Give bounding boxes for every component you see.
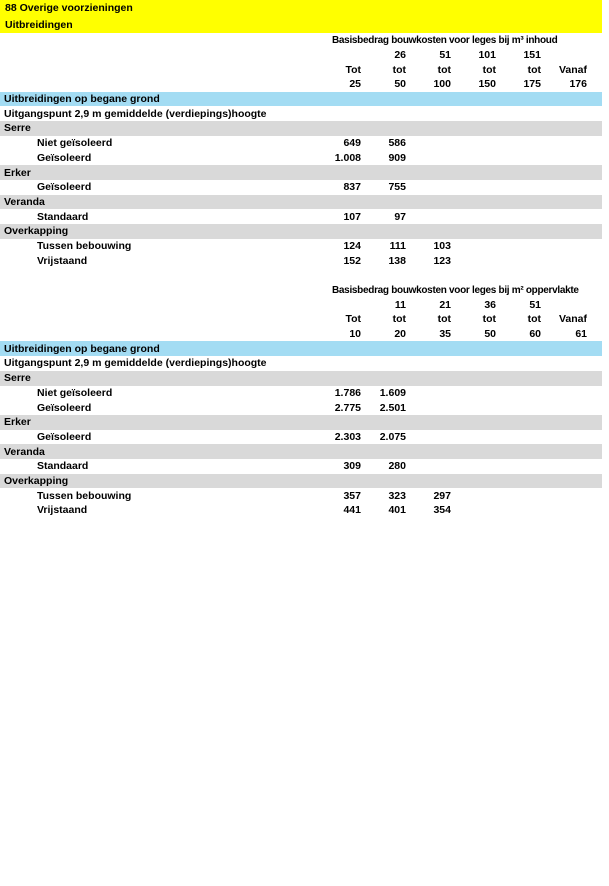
column-header-row [0, 48, 602, 63]
table-row [0, 209, 602, 224]
row-label: Vrijstaand [37, 254, 88, 267]
column-header: tot [482, 63, 496, 76]
column-header: 101 [478, 49, 496, 62]
column-header: Vanaf [558, 63, 587, 76]
row-label: Geïsoleerd [37, 151, 92, 164]
value-cell: 909 [388, 151, 406, 164]
value-cell: 111 [389, 239, 406, 252]
section-header-row [0, 92, 602, 107]
group-header: Erker [4, 166, 31, 179]
table-title-row [0, 33, 602, 48]
value-cell: 97 [394, 210, 406, 223]
row-label: Geïsoleerd [37, 401, 92, 414]
section-header: Uitbreidingen op begane grond [4, 93, 160, 106]
row-label: Standaard [37, 210, 89, 223]
column-header: 50 [484, 328, 496, 341]
table-title: Basisbedrag bouwkosten voor leges bij m² oppervlakte [332, 284, 579, 296]
value-cell: 441 [343, 504, 361, 517]
group-header: Serre [4, 372, 31, 385]
column-header: 20 [394, 328, 406, 341]
row-label: Vrijstaand [37, 504, 88, 517]
table-row [0, 400, 602, 415]
value-cell: 138 [388, 254, 406, 267]
section-header-row [0, 341, 602, 356]
column-header: tot [482, 313, 496, 326]
document-header-row-2 [0, 17, 602, 34]
value-cell: 2.303 [334, 430, 361, 443]
table-row [0, 488, 602, 503]
column-header-row [0, 77, 602, 92]
value-cell: 2.775 [334, 401, 361, 414]
value-cell: 649 [343, 137, 361, 150]
document-header-row-1 [0, 0, 602, 17]
table-row [0, 151, 602, 166]
value-cell: 755 [388, 181, 406, 194]
group-header-row [0, 121, 602, 136]
row-label: Geïsoleerd [37, 181, 92, 194]
column-header-row [0, 312, 602, 327]
value-cell: 323 [388, 489, 406, 502]
value-cell: 354 [433, 504, 451, 517]
table-row [0, 503, 602, 518]
column-header: 21 [439, 298, 451, 311]
group-header-row [0, 195, 602, 210]
document-subtitle: Uitbreidingen [5, 18, 73, 31]
value-cell: 1.786 [334, 386, 361, 399]
column-header: tot [437, 63, 451, 76]
row-label: Standaard [37, 460, 89, 473]
note-row [0, 356, 602, 371]
table-row [0, 136, 602, 151]
column-header: 100 [433, 78, 451, 91]
column-header: tot [437, 313, 451, 326]
group-header-row [0, 224, 602, 239]
column-header: 25 [349, 78, 361, 91]
section-header: Uitbreidingen op begane grond [4, 342, 160, 355]
column-header: Vanaf [558, 313, 587, 326]
row-label: Niet geïsoleerd [37, 137, 113, 150]
table-row [0, 386, 602, 401]
value-cell: 1.008 [334, 151, 361, 164]
row-label: Geïsoleerd [37, 430, 92, 443]
value-cell: 152 [343, 254, 361, 267]
column-header-row [0, 62, 602, 77]
group-header-row [0, 165, 602, 180]
column-header: 151 [523, 49, 541, 62]
column-header: 35 [439, 328, 451, 341]
column-header: tot [392, 63, 406, 76]
column-header: tot [527, 63, 541, 76]
value-cell: 2.075 [379, 430, 406, 443]
column-header: 150 [478, 78, 496, 91]
note-row [0, 106, 602, 121]
value-cell: 103 [433, 239, 451, 252]
table-title: Basisbedrag bouwkosten voor leges bij m³ inhoud [332, 34, 558, 46]
column-header: 51 [529, 298, 541, 311]
table-row [0, 459, 602, 474]
group-header: Erker [4, 416, 31, 429]
row-label: Tussen bebouwing [37, 239, 132, 252]
value-cell: 124 [343, 239, 361, 252]
column-header-row [0, 297, 602, 312]
value-cell: 586 [388, 137, 406, 150]
table-row [0, 180, 602, 195]
column-header: 176 [569, 78, 587, 91]
column-header: 11 [394, 298, 406, 311]
column-header: 175 [523, 78, 541, 91]
value-cell: 401 [388, 504, 406, 517]
tables-container [0, 33, 609, 518]
group-header-row [0, 415, 602, 430]
value-cell: 837 [343, 181, 361, 194]
column-header: tot [527, 313, 541, 326]
group-header-row [0, 474, 602, 489]
value-cell: 123 [433, 254, 451, 267]
table-title-row [0, 283, 602, 298]
group-header: Overkapping [4, 225, 69, 238]
document-title: 88 Overige voorzieningen [5, 2, 133, 15]
spacer-row [0, 268, 602, 283]
column-header: 36 [484, 298, 496, 311]
group-header: Serre [4, 122, 31, 135]
group-header-row [0, 444, 602, 459]
column-header: 26 [394, 49, 406, 62]
column-header-row [0, 327, 602, 342]
column-header: 50 [394, 78, 406, 91]
value-cell: 2.501 [379, 401, 406, 414]
group-header: Overkapping [4, 474, 69, 487]
column-header: 61 [575, 328, 587, 341]
table-row [0, 253, 602, 268]
note-text: Uitgangspunt 2,9 m gemiddelde (verdiepings)hoogte [4, 107, 267, 120]
column-header: 51 [439, 49, 451, 62]
value-cell: 357 [343, 489, 361, 502]
group-header: Veranda [4, 195, 45, 208]
value-cell: 309 [343, 460, 361, 473]
row-label: Tussen bebouwing [37, 489, 132, 502]
column-header: Tot [345, 63, 361, 76]
value-cell: 280 [388, 460, 406, 473]
value-cell: 1.609 [379, 386, 406, 399]
group-header-row [0, 371, 602, 386]
column-header: 10 [349, 328, 361, 341]
column-header: Tot [345, 313, 361, 326]
table-row [0, 430, 602, 445]
value-cell: 107 [343, 210, 361, 223]
column-header: 60 [529, 328, 541, 341]
note-text: Uitgangspunt 2,9 m gemiddelde (verdiepings)hoogte [4, 357, 267, 370]
column-header: tot [392, 313, 406, 326]
table-row [0, 239, 602, 254]
group-header: Veranda [4, 445, 45, 458]
value-cell: 297 [433, 489, 451, 502]
row-label: Niet geïsoleerd [37, 386, 113, 399]
